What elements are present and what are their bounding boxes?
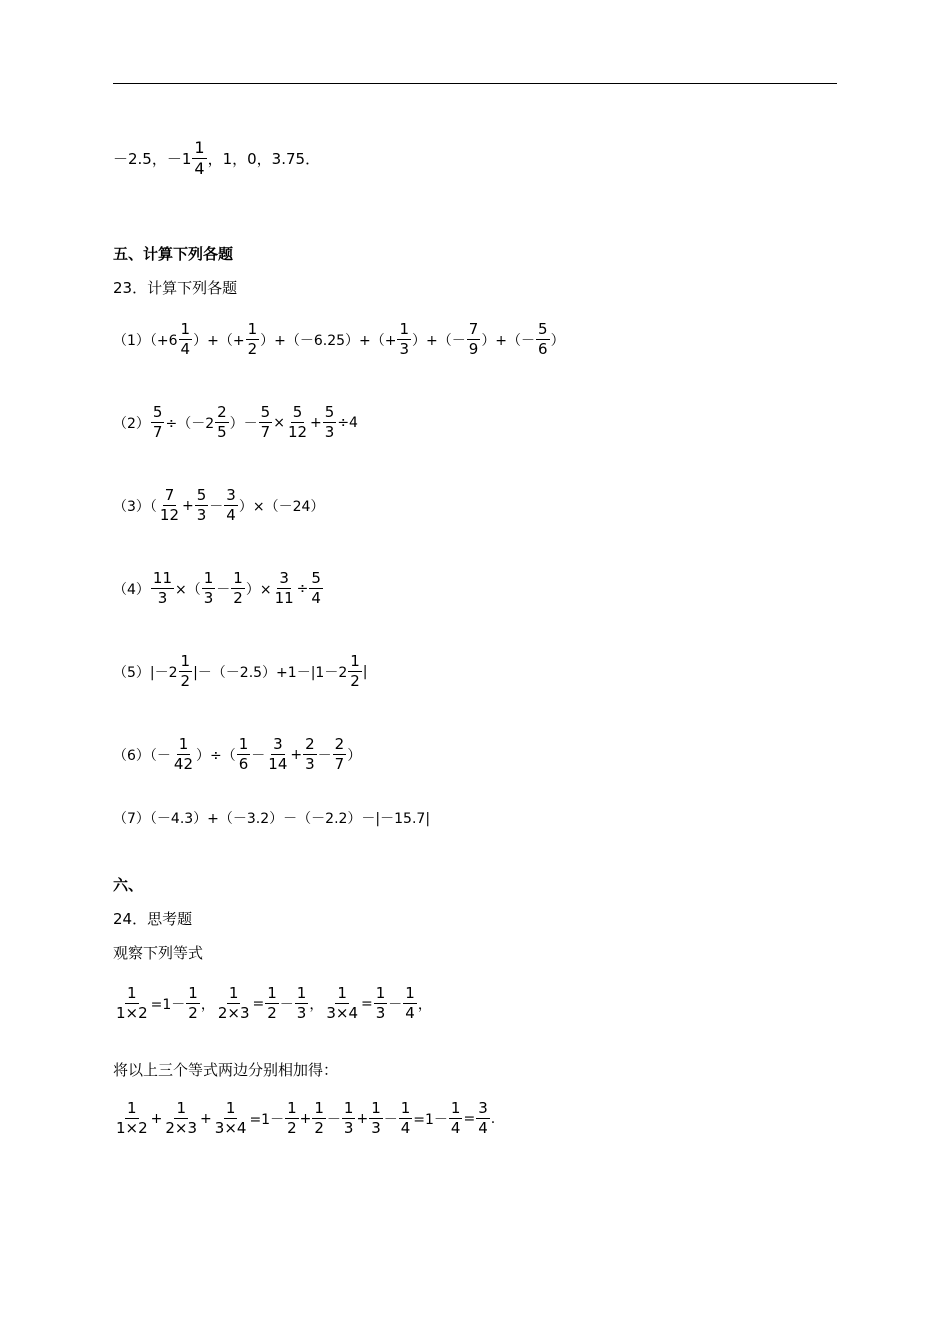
fraction: $\frac{5}{3}$ bbox=[324, 403, 335, 441]
fraction: $\frac{1}{3\times 4}$ bbox=[326, 984, 358, 1022]
fraction: $\frac{7}{9}$ bbox=[468, 320, 479, 358]
fraction: $\frac{1}{4}$ bbox=[450, 1099, 461, 1137]
fraction: $\frac{1}{1\times 2}$ bbox=[116, 984, 148, 1022]
problem-7: （7）（－4.3）+（－3.2）－（－2.2）－|－15.7| bbox=[113, 811, 431, 827]
fraction: $\frac{1}{3\times 4}$ bbox=[214, 1099, 247, 1137]
fraction: $\frac{7}{12}$ bbox=[159, 486, 180, 524]
fraction: $\frac{5}{12}$ bbox=[287, 403, 308, 441]
sum-instruction: 将以上三个等式两边分别相加得： bbox=[113, 1061, 339, 1079]
sum-equation: $\frac{1}{1\times 2}$ + $\frac{1}{2\times 3}$ + $\frac{1}{3\times 4}$ =1－ $\frac{1}{2}$ + $\frac{1}{2}$ － $\frac{1}{3}$ + $\frac{1}{3}$ － $\frac{1}{4}$ =1－ $\frac{1}{4}$ = $\frac{3}{4}$ . bbox=[116, 1099, 496, 1137]
fraction: $\frac{1}{2\times 3}$ bbox=[165, 1099, 198, 1137]
section-five-heading: 五、计算下列各题 bbox=[113, 245, 234, 263]
fraction: $\frac{1}{3}$ bbox=[371, 1099, 381, 1137]
fraction: $\frac{1}{4}$ bbox=[194, 138, 205, 178]
question-24-intro: 观察下列等式 bbox=[113, 944, 204, 962]
fraction: $\frac{1}{3}$ bbox=[343, 1099, 354, 1137]
fraction: $\frac{3}{14}$ bbox=[268, 735, 288, 773]
text-segment: ，1，0，3.75． bbox=[207, 150, 321, 168]
fraction: $\frac{1}{2\times 3}$ bbox=[217, 984, 250, 1022]
header-rule bbox=[113, 83, 837, 84]
fraction: $\frac{1}{2}$ bbox=[180, 652, 191, 690]
fraction: $\frac{1}{3}$ bbox=[296, 984, 307, 1022]
problem-2: （2） $\frac{5}{7}$ ÷（－2 $\frac{2}{5}$ ）－ $\frac{5}{7}$ × $\frac{5}{12}$ + $\frac{5}{3}$ ÷4 bbox=[113, 403, 358, 441]
problem-4: （4） $\frac{11}{3}$ ×（ $\frac{1}{3}$ － $\frac{1}{2}$ ）× $\frac{3}{11}$ ÷ $\frac{5}{4}$ bbox=[113, 569, 321, 607]
section-six-heading: 六、 bbox=[113, 876, 144, 894]
fraction: $\frac{3}{11}$ bbox=[274, 569, 294, 607]
fraction: $\frac{2}{7}$ bbox=[334, 735, 345, 773]
fraction: $\frac{1}{1\times 2}$ bbox=[116, 1099, 148, 1137]
fraction: $\frac{5}{7}$ bbox=[260, 403, 271, 441]
fraction: $\frac{1}{3}$ bbox=[375, 984, 386, 1022]
fraction: $\frac{5}{7}$ bbox=[152, 403, 163, 441]
problem-1: （1）（+6 $\frac{1}{4}$ ）+（+ $\frac{1}{2}$ ）+（－6.25）+（+ $\frac{1}{3}$ ）+（－ $\frac{7}{9}$ ）+（－ $\frac{5}{6}$ ） bbox=[113, 320, 565, 358]
fraction: $\frac{11}{3}$ bbox=[152, 569, 173, 607]
fraction: $\frac{3}{4}$ bbox=[226, 486, 236, 524]
observed-equations: $\frac{1}{1\times 2}$ =1－ $\frac{1}{2}$ ， $\frac{1}{2\times 3}$ = $\frac{1}{2}$ － $\frac{1}{3}$ ， $\frac{1}{3\times 4}$ = $\frac{1}{3}$ － $\frac{1}{4}$ ， bbox=[116, 984, 432, 1022]
fraction: $\frac{1}{4}$ bbox=[400, 1099, 411, 1137]
fraction: $\frac{3}{4}$ bbox=[478, 1099, 488, 1137]
problem-3: （3）（ $\frac{7}{12}$ + $\frac{5}{3}$ － $\frac{3}{4}$ ）×（－24） bbox=[113, 486, 325, 524]
fraction: $\frac{1}{2}$ bbox=[314, 1099, 324, 1137]
problem-6: （6）（－ $\frac{1}{42}$ ）÷（ $\frac{1}{6}$ － $\frac{3}{14}$ + $\frac{2}{3}$ － $\frac{2}{7}$ ） bbox=[113, 735, 362, 773]
problem-5: （5）|－2 $\frac{1}{2}$ |－（－2.5）+1－|1－2 $\frac{1}{2}$ | bbox=[113, 652, 368, 690]
fraction: $\frac{2}{3}$ bbox=[305, 735, 315, 773]
fraction: $\frac{1}{3}$ bbox=[399, 320, 410, 358]
fraction: $\frac{1}{2}$ bbox=[188, 984, 198, 1022]
fraction: $\frac{2}{5}$ bbox=[217, 403, 227, 441]
fraction: $\frac{1}{2}$ bbox=[287, 1099, 297, 1137]
fraction: $\frac{1}{2}$ bbox=[233, 569, 243, 607]
fraction: $\frac{1}{2}$ bbox=[350, 652, 360, 690]
fraction: $\frac{1}{4}$ bbox=[405, 984, 415, 1022]
question-24-title: 24．思考题 bbox=[113, 910, 193, 928]
fraction: $\frac{5}{3}$ bbox=[196, 486, 207, 524]
fraction: $\frac{5}{6}$ bbox=[538, 320, 548, 358]
fraction: $\frac{1}{42}$ bbox=[173, 735, 194, 773]
fraction: $\frac{1}{6}$ bbox=[238, 735, 249, 773]
fraction: $\frac{1}{3}$ bbox=[203, 569, 214, 607]
fraction: $\frac{1}{2}$ bbox=[247, 320, 258, 358]
fraction: $\frac{1}{2}$ bbox=[267, 984, 277, 1022]
previous-answer-line bbox=[113, 140, 320, 177]
fraction: $\frac{5}{4}$ bbox=[311, 569, 321, 607]
question-23-title: 23．计算下列各题 bbox=[113, 279, 238, 297]
fraction: $\frac{1}{4}$ bbox=[180, 320, 191, 358]
text-segment: －2.5，－1 bbox=[113, 150, 192, 168]
